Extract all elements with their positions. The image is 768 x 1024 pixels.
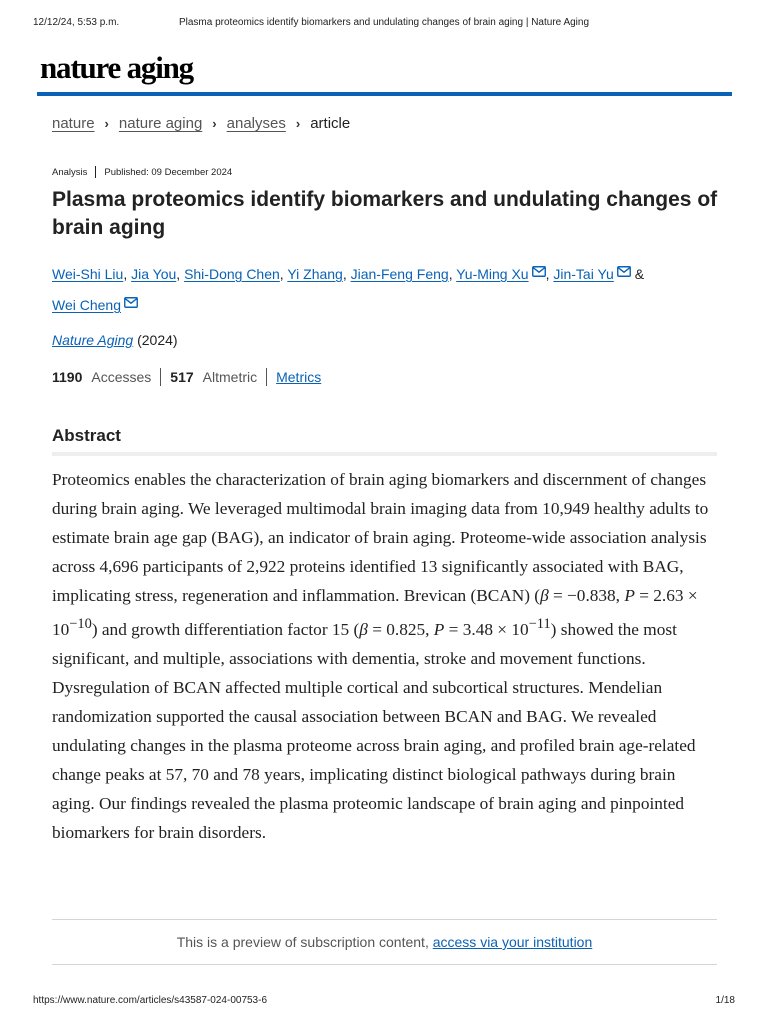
p-symbol: P: [433, 619, 445, 639]
preview-divider-top: [52, 919, 717, 920]
author-joiner: &: [634, 266, 645, 282]
author-link[interactable]: Jin-Tai Yu: [553, 266, 614, 282]
chevron-right-icon: ›: [212, 116, 217, 131]
exponent: −11: [528, 616, 551, 632]
preview-text: This is a preview of subscription content,: [176, 934, 433, 950]
abstract-heading: Abstract: [52, 426, 121, 445]
breadcrumb-nature-aging[interactable]: nature aging: [118, 115, 203, 132]
print-url: https://www.nature.com/articles/s43587-024-00753-6: [33, 995, 268, 1006]
exponent: −10: [69, 616, 92, 632]
abstract-part: ) and growth differentiation factor 15 (: [91, 619, 360, 639]
email-icon[interactable]: [124, 289, 138, 318]
accesses-count: 1190: [52, 369, 83, 385]
subscription-preview-notice: [52, 934, 717, 950]
article-meta: [52, 166, 232, 178]
article-type: Analysis: [52, 166, 88, 178]
metrics-divider: [160, 368, 161, 386]
abstract-text: [52, 465, 722, 847]
altmetric-label: Altmetric: [202, 369, 258, 385]
author-link[interactable]: Yi Zhang: [287, 266, 343, 282]
author-link[interactable]: Wei Cheng: [52, 297, 122, 313]
journal-link[interactable]: Nature Aging: [52, 332, 134, 348]
abstract-part: = 0.825,: [367, 619, 434, 639]
chevron-right-icon: ›: [295, 116, 301, 131]
institution-access-link[interactable]: access via your institution: [432, 934, 593, 950]
article-title: Plasma proteomics identify biomarkers and undulating changes of brain aging: [52, 188, 718, 239]
meta-divider: [95, 166, 96, 178]
site-logo[interactable]: nature aging: [40, 50, 193, 85]
abstract-divider: [52, 452, 717, 456]
chevron-right-icon: ›: [104, 116, 109, 131]
print-footer: [33, 995, 735, 1009]
p-symbol: P: [624, 586, 635, 605]
author-link[interactable]: Jia You: [131, 266, 177, 282]
print-header: [33, 17, 735, 31]
abstract-part: ) showed the most significant, and multiple, associations with dementia, stroke and movement functions. Dysregulation of BCAN affected multiple cortical and subcortical structures. Mendelian randomization supported the causal association between BCAN and BAG. We revealed undulating changes in the plasma proteome across brain aging, and profiled brain age-related change peaks at 57, 70 and 78 years, implicating distinct biological pathways during brain aging. Our findings revealed the plasma proteomic landscape of brain aging and pinpointed biomarkers for brain disorders.: [52, 619, 696, 842]
journal-year: (2024): [137, 332, 178, 348]
breadcrumb-nature[interactable]: nature: [52, 115, 95, 132]
author-link[interactable]: Yu-Ming Xu: [456, 266, 529, 282]
header-divider: [37, 92, 732, 96]
abstract-part: = 3.48 × 10: [444, 619, 529, 639]
accesses-label: Accesses: [91, 369, 152, 385]
abstract-part: = −0.838,: [548, 586, 625, 605]
abstract-part: Proteomics enables the characterization of brain aging biomarkers and discernment of changes during brain aging. We leveraged multimodal brain imaging data from 10,949 healthy adults to estimate brain age gap (BAG), an indicator of brain aging. Proteome-wide association analysis across 4,696 participants of 2,922 proteins identified 13 significantly associated with BAG, implicating stress, regeneration and inflammation. Brevican (BCAN) (: [52, 470, 709, 605]
breadcrumb-current: article: [310, 115, 351, 132]
email-icon[interactable]: [532, 258, 546, 287]
published-date: Published: 09 December 2024: [104, 166, 233, 178]
beta-symbol: β: [540, 586, 549, 605]
metrics-divider: [266, 368, 267, 386]
beta-symbol: β: [359, 619, 368, 639]
email-icon[interactable]: [617, 258, 631, 287]
metrics-link[interactable]: Metrics: [276, 369, 322, 385]
breadcrumb-analyses[interactable]: analyses: [226, 115, 286, 132]
journal-citation: [52, 332, 178, 348]
author-link[interactable]: Shi-Dong Chen: [184, 266, 280, 282]
altmetric-count: 517: [170, 369, 194, 385]
article-metrics: [52, 368, 321, 386]
author-link[interactable]: Jian-Feng Feng: [350, 266, 449, 282]
breadcrumb: [52, 115, 350, 132]
preview-divider-bottom: [52, 964, 717, 965]
author-list: Wei-Shi Liu, Jia You, Shi-Dong Chen, Yi Zhang, Jian-Feng Feng, Yu-Ming Xu , Jin-Tai Yu & Wei Cheng: [52, 258, 732, 320]
abstract-part: = 2.63 × 10: [52, 586, 698, 639]
print-page-title: Plasma proteomics identify biomarkers and undulating changes of brain aging | Nature Aging: [178, 17, 590, 28]
print-datetime: 12/12/24, 5:53 p.m.: [33, 17, 120, 28]
print-page-number: 1/18: [715, 995, 735, 1006]
author-link[interactable]: Wei-Shi Liu: [52, 266, 124, 282]
